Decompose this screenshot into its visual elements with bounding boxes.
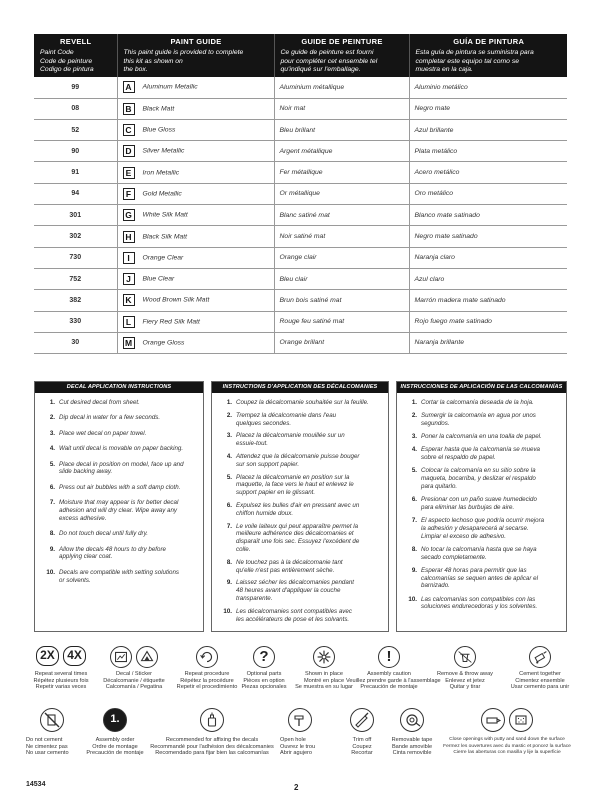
paint-letter: H <box>123 231 135 243</box>
paint-row <box>34 332 567 353</box>
step-text: Decals are compatible with setting solutions or solvents. <box>59 568 180 584</box>
decal-instructions-es <box>396 381 567 632</box>
do-not-cement-icon <box>40 708 64 732</box>
paint-name-fr: Noir satiné mat <box>274 226 409 247</box>
paint-row <box>34 77 567 98</box>
header-text: Paint Code Code de peinture Codigo de pintura <box>40 49 94 74</box>
paint-name-en <box>117 205 274 226</box>
paint-name-fr: Or métallique <box>274 183 409 204</box>
step-text: Do not touch decal until fully dry. <box>59 530 148 538</box>
step-number: 10. <box>223 607 232 615</box>
decal-steps-list <box>212 393 388 623</box>
step-number: 9. <box>226 579 232 587</box>
paint-code: 08 <box>34 98 117 119</box>
header-text: Esta guía de pintura se suministra para completar este equipo tal como se muestra en la caja. <box>415 49 534 74</box>
paint-code: 30 <box>34 332 117 353</box>
legend-removable-tape: Removable tape Bande amovible Cinta removible <box>384 708 440 757</box>
paint-guide-table <box>34 34 567 354</box>
step-number: 9. <box>49 545 55 553</box>
step-text: Esperar 48 horas para permitir que las calcomanías se sequen antes de aplicar el barnizado. <box>421 566 538 590</box>
paint-name-fr: Orange brillant <box>274 332 409 353</box>
header-title: REVELL <box>60 37 92 46</box>
step-text: No tocar la calcomanía hasta que se haya secado completamente. <box>421 545 537 561</box>
paint-row <box>34 141 567 162</box>
decal-step <box>222 579 382 602</box>
paint-code: 730 <box>34 247 117 268</box>
paint-letter: A <box>123 81 135 93</box>
kit-number: 14534 <box>26 781 46 788</box>
step-number: 7. <box>49 499 55 507</box>
paint-row <box>34 226 567 247</box>
step-number: 1. <box>411 399 417 406</box>
decal-step <box>222 453 382 469</box>
step-number: 8. <box>226 558 232 566</box>
paint-letter: L <box>123 316 135 328</box>
drill-icon <box>288 708 312 732</box>
decal-instructions-title: INSTRUCTIONS D'APPLICATION DES DÉCALCOMANIES <box>212 382 388 393</box>
sticker-icon <box>136 646 158 668</box>
paint-name-es: Azul brillante <box>409 119 567 140</box>
decal-step <box>222 608 382 624</box>
paint-name-en <box>117 311 274 332</box>
paint-name-es: Acero metálico <box>409 162 567 183</box>
page-number: 2 <box>294 783 299 792</box>
step-text: Sumergir la calcomanía en agua por unos segundos. <box>421 412 536 427</box>
decal-step <box>407 446 560 462</box>
step-number: 4. <box>226 452 232 460</box>
paint-name-fr: Bleu clair <box>274 268 409 289</box>
paint-name: Gold Metallic <box>142 190 182 198</box>
remove-throw-away-icon <box>454 646 476 668</box>
step-number: 8. <box>49 530 55 538</box>
step-number: 8. <box>411 545 417 553</box>
paint-name-fr: Fer métallique <box>274 162 409 183</box>
step-number: 2. <box>49 414 55 422</box>
legend-remove-throw-away: Remove & throw away Enlevez et jetez Quitar y tirar <box>432 646 498 691</box>
decal-steps-list <box>35 393 203 584</box>
step-text: Le voile laiteux qui peut apparaître permet la meilleure adhérence des décalcomanies et disparaît une fois sec. Essuyez l'excédent de colle. <box>236 522 360 553</box>
paint-name-es: Marrón madera mate satinado <box>409 290 567 311</box>
decal-step <box>222 432 382 448</box>
step-text: Coupez la décalcomanie souhaitée sur la feuille. <box>236 399 369 406</box>
paint-row <box>34 98 567 119</box>
paint-name-fr: Rouge feu satiné mat <box>274 311 409 332</box>
decal-step <box>222 559 382 575</box>
paint-name-en <box>117 77 274 98</box>
paint-name-fr: Brun bois satiné mat <box>274 290 409 311</box>
paint-letter: B <box>123 103 135 115</box>
paint-name-fr: Aluminium métallique <box>274 77 409 98</box>
step-number: 6. <box>411 496 417 504</box>
paint-code: 99 <box>34 77 117 98</box>
paint-code: 94 <box>34 183 117 204</box>
step-number: 9. <box>411 566 417 574</box>
paint-name: Fiery Red Silk Matt <box>142 318 200 326</box>
paint-name-en <box>117 119 274 140</box>
step-text: Place wet decal on paper towel. <box>59 429 147 437</box>
legend-decal-sticker: Decal / Sticker Décalcomanie / étiquette Calcomanía / Pegatina <box>102 646 166 691</box>
sandpaper-icon <box>509 708 533 732</box>
2x-icon: 2X <box>36 646 59 666</box>
header-title: PAINT GUIDE <box>170 37 222 46</box>
paint-row <box>34 247 567 268</box>
step-text: Les décalcomanies sont compatibles avec les accélérateurs de pose et les solvants. <box>236 607 352 623</box>
paint-code: 752 <box>34 268 117 289</box>
paint-row <box>34 268 567 289</box>
header-paint-code <box>34 34 117 77</box>
paint-name: Orange Clear <box>142 254 184 262</box>
step-number: 4. <box>49 445 55 453</box>
paint-name-en <box>117 183 274 204</box>
step-number: 3. <box>49 429 55 437</box>
decal-step <box>407 412 560 428</box>
decal-step <box>45 569 197 585</box>
paint-name-fr: Orange clair <box>274 247 409 268</box>
legend-assembly-caution: ! Assembly caution Veuillez prendre garde à l'assemblage Precaución de montaje <box>346 648 441 691</box>
paint-code: 330 <box>34 311 117 332</box>
header-title: GUÍA DE PINTURA <box>453 37 525 46</box>
step-number: 2. <box>411 412 417 420</box>
paint-code: 301 <box>34 205 117 226</box>
step-text: Laissez sécher les décalcomanies pendant 48 heures avant d'appliquer la couche transparente. <box>236 579 354 602</box>
step-text: Poner la calcomanía en una toalla de papel. <box>421 433 542 441</box>
4x-icon: 4X <box>63 646 86 666</box>
decal-step <box>222 523 382 554</box>
decal-step <box>45 445 197 453</box>
paint-row <box>34 311 567 332</box>
decal-step <box>45 430 197 438</box>
paint-code: 91 <box>34 162 117 183</box>
paint-row <box>34 162 567 183</box>
step-text: Placez la décalcomanie mouillée sur un essuie-tout. <box>236 432 345 448</box>
decal-step <box>407 467 560 490</box>
paint-letter: E <box>123 167 135 179</box>
legend-open-hole: Open hole Ouvrez le trou Abrir agujero <box>280 708 320 757</box>
paint-name: Orange Gloss <box>142 339 185 347</box>
decal-instructions-title: DECAL APPLICATION INSTRUCTIONS <box>35 382 203 393</box>
paint-name-en <box>117 268 274 289</box>
paint-name-en <box>117 247 274 268</box>
paint-row <box>34 205 567 226</box>
paint-row <box>34 183 567 204</box>
paint-code: 382 <box>34 290 117 311</box>
paint-name-en <box>117 332 274 353</box>
paint-letter: M <box>123 337 135 349</box>
decal-step <box>45 484 197 492</box>
legend-optional-parts: ? Optional parts Pièces en option Piezas opcionales <box>241 648 287 691</box>
paint-letter: F <box>123 188 135 200</box>
step-number: 5. <box>49 460 55 468</box>
paint-name: White Silk Matt <box>142 211 188 219</box>
decal-step <box>45 546 197 562</box>
step-text: Wait until decal is movable on paper backing. <box>59 445 184 453</box>
paint-name-es: Negro mate <box>409 98 567 119</box>
paint-name-es: Azul claro <box>409 268 567 289</box>
legend-putty-sand: Close openings with putty and sand down the surface Fermez les ouvertures avec du mastic et poncez la surface Cierre las aberturas con masilla y lije la superficie <box>440 708 574 757</box>
repeat-procedure-icon <box>196 646 218 668</box>
paint-code: 52 <box>34 119 117 140</box>
header-text: This paint guide is provided to complete this kit as shown on the box. <box>123 49 244 74</box>
paint-row <box>34 119 567 140</box>
paint-name-en <box>117 226 274 247</box>
step-number: 5. <box>226 473 232 481</box>
decal-step <box>407 496 560 512</box>
decal-step <box>407 433 560 441</box>
decal-step <box>407 567 560 590</box>
paint-name-fr: Noir mat <box>274 98 409 119</box>
step-number: 10. <box>46 568 55 576</box>
decal-step <box>45 461 197 477</box>
decal-step <box>45 414 197 422</box>
step-text: Attendez que la décalcomanie puisse bouger sur son support papier. <box>236 452 360 468</box>
step-text: Las calcomanías son compatibles con las soluciones endurecedoras y los solventes. <box>421 595 538 611</box>
paint-table-header <box>34 34 567 77</box>
paint-letter: I <box>123 252 135 264</box>
tape-icon <box>400 708 424 732</box>
decal-instructions-en <box>34 381 204 632</box>
step-number: 6. <box>49 483 55 491</box>
header-paint-guide-es <box>409 34 567 77</box>
paint-name-es: Oro metálico <box>409 183 567 204</box>
step-text: Moisture that may appear is for better decal adhesion and will dry clear. Wipe away any excess adhesive. <box>59 499 179 522</box>
legend-do-not-cement: Do not cement Ne cimentez pas No usar cemento <box>26 708 78 757</box>
glue-bottle-icon <box>200 708 224 732</box>
paint-name: Blue Clear <box>142 275 175 283</box>
decal-step <box>45 530 197 538</box>
step-text: Dip decal in water for a few seconds. <box>59 414 161 422</box>
assembly-order-icon: 1. <box>103 708 127 732</box>
decal-step <box>222 399 382 407</box>
decal-step <box>407 596 560 612</box>
step-text: Place decal in position on model, face up and slide backing away. <box>59 460 184 476</box>
step-number: 2. <box>226 411 232 419</box>
legend-repeat-procedure: Repeat procedure Répétez la procédure Repetir el procedimiento <box>172 646 242 691</box>
step-number: 7. <box>411 517 417 525</box>
paint-code: 90 <box>34 141 117 162</box>
decal-step <box>407 399 560 407</box>
step-text: Esperar hasta que la calcomanía se mueva sobre el respaldo de papel. <box>421 446 541 462</box>
paint-name-en <box>117 98 274 119</box>
paint-letter: D <box>123 145 135 157</box>
paint-name-en <box>117 162 274 183</box>
step-text: Cortar la calcomanía deseada de la hoja. <box>421 399 534 406</box>
paint-row <box>34 290 567 311</box>
header-paint-guide-fr <box>274 34 409 77</box>
paint-name-en <box>117 141 274 162</box>
paint-name-fr: Argent métallique <box>274 141 409 162</box>
paint-name: Aluminum Metallic <box>142 83 198 91</box>
step-text: Presionar con un paño suave humedecido para eliminar las burbujas de aire. <box>421 496 537 511</box>
paint-name-es: Aluminio metálico <box>409 77 567 98</box>
decal-step <box>45 399 197 407</box>
paint-name-es: Naranja brillante <box>409 332 567 353</box>
paint-name-es: Naranja claro <box>409 247 567 268</box>
question-mark-icon: ? <box>253 646 275 668</box>
step-text: El aspecto lechoso que podría ocurrir mejora la adhesión y desaparecerá al secarse. Limpiar el exceso de adhesivo. <box>421 517 545 540</box>
paint-name-en <box>117 290 274 311</box>
legend-shown-in-place: Shown in place Montré en place Se muestra en su lugar <box>292 646 356 691</box>
step-text: Ne touchez pas à la décalcomanie tant qu'elle n'est pas entièrement sèche. <box>236 558 343 574</box>
step-text: Expulsez les bulles d'air en pressant avec un chiffon humide doux. <box>236 501 360 517</box>
step-text: Placez la décalcomanie en position sur la maquette, la face vers le haut et enlevez le support papier en le glissant. <box>236 473 354 497</box>
paint-name-es: Rojo fuego mate satinado <box>409 311 567 332</box>
paint-name: Silver Metallic <box>142 147 185 155</box>
paint-name: Black Matt <box>142 105 175 113</box>
paint-name-fr: Bleu brillant <box>274 119 409 140</box>
paint-name: Iron Metallic <box>142 169 180 177</box>
paint-name-es: Blanco mate satinado <box>409 205 567 226</box>
step-text: Allow the decals 48 hours to dry before applying clear coat. <box>59 545 166 561</box>
step-text: Press out air bubbles with a soft damp cloth. <box>59 483 181 491</box>
decal-instructions-fr <box>211 381 389 632</box>
legend-trim-off: Trim off Coupez Recortar <box>340 708 384 757</box>
paint-code: 302 <box>34 226 117 247</box>
decal-step <box>222 412 382 428</box>
step-number: 1. <box>49 399 55 406</box>
paint-name-fr: Blanc satiné mat <box>274 205 409 226</box>
shown-in-place-icon <box>313 646 335 668</box>
paint-name: Black Silk Matt <box>142 233 188 240</box>
step-text: Trempez la décalcomanie dans l'eau quelques secondes. <box>236 411 337 427</box>
decal-step <box>407 517 560 540</box>
step-number: 3. <box>226 432 232 440</box>
paint-name: Blue Gloss <box>142 126 176 134</box>
decal-step <box>45 499 197 522</box>
paint-name: Wood Brown Silk Matt <box>142 296 210 304</box>
paint-name-es: Negro mate satinado <box>409 226 567 247</box>
legend-repeat-several-times: 2X 4X Repeat several times Répétez plusieurs fois Repetir varias veces <box>33 648 89 691</box>
decal-step <box>407 546 560 562</box>
cement-tube-icon <box>529 646 551 668</box>
step-number: 5. <box>411 467 417 475</box>
step-number: 10. <box>408 595 417 603</box>
paint-table-body <box>34 77 567 354</box>
legend-cement-together: Cement together Cimentez ensemble Usar cemento para unir <box>502 646 578 691</box>
header-title: GUIDE DE PEINTURE <box>301 37 383 46</box>
paint-name-es: Plata metálico <box>409 141 567 162</box>
header-paint-guide-en <box>117 34 274 77</box>
step-text: Cut desired decal from sheet. <box>59 399 140 406</box>
step-number: 3. <box>411 433 417 441</box>
legend-assembly-order: 1. Assembly order Ordre de montage Precaución de montaje <box>80 708 150 757</box>
putty-tube-icon <box>481 708 505 732</box>
legend-gluing-decals: Recommended for affixing the decals Recommandé pour l'adhésion des décalcomanies Recomendado para fijar bien las calcomanías <box>150 708 274 757</box>
decal-icon <box>110 646 132 668</box>
decal-step <box>222 474 382 497</box>
decal-instructions-title: INSTRUCCIONES DE APLICACIÓN DE LAS CALCOMANÍAS <box>397 382 566 393</box>
knife-icon <box>350 708 374 732</box>
step-number: 1. <box>226 399 232 406</box>
paint-letter: J <box>123 273 135 285</box>
paint-letter: C <box>123 124 135 136</box>
paint-letter: K <box>123 294 135 306</box>
exclamation-icon: ! <box>378 646 400 668</box>
header-text: Ce guide de peinture est fourni pour compléter cet ensemble tel qu'indiqué sur l'emballage. <box>280 49 378 74</box>
step-number: 6. <box>226 501 232 509</box>
decal-step <box>222 502 382 518</box>
step-number: 7. <box>226 522 232 530</box>
step-text: Colocar la calcomanía en su sitio sobre la maqueta, bocarriba, y deslizar el respaldo para quitarlo. <box>421 467 536 490</box>
step-number: 4. <box>411 446 417 454</box>
paint-letter: G <box>123 209 135 221</box>
decal-steps-list <box>397 393 566 611</box>
